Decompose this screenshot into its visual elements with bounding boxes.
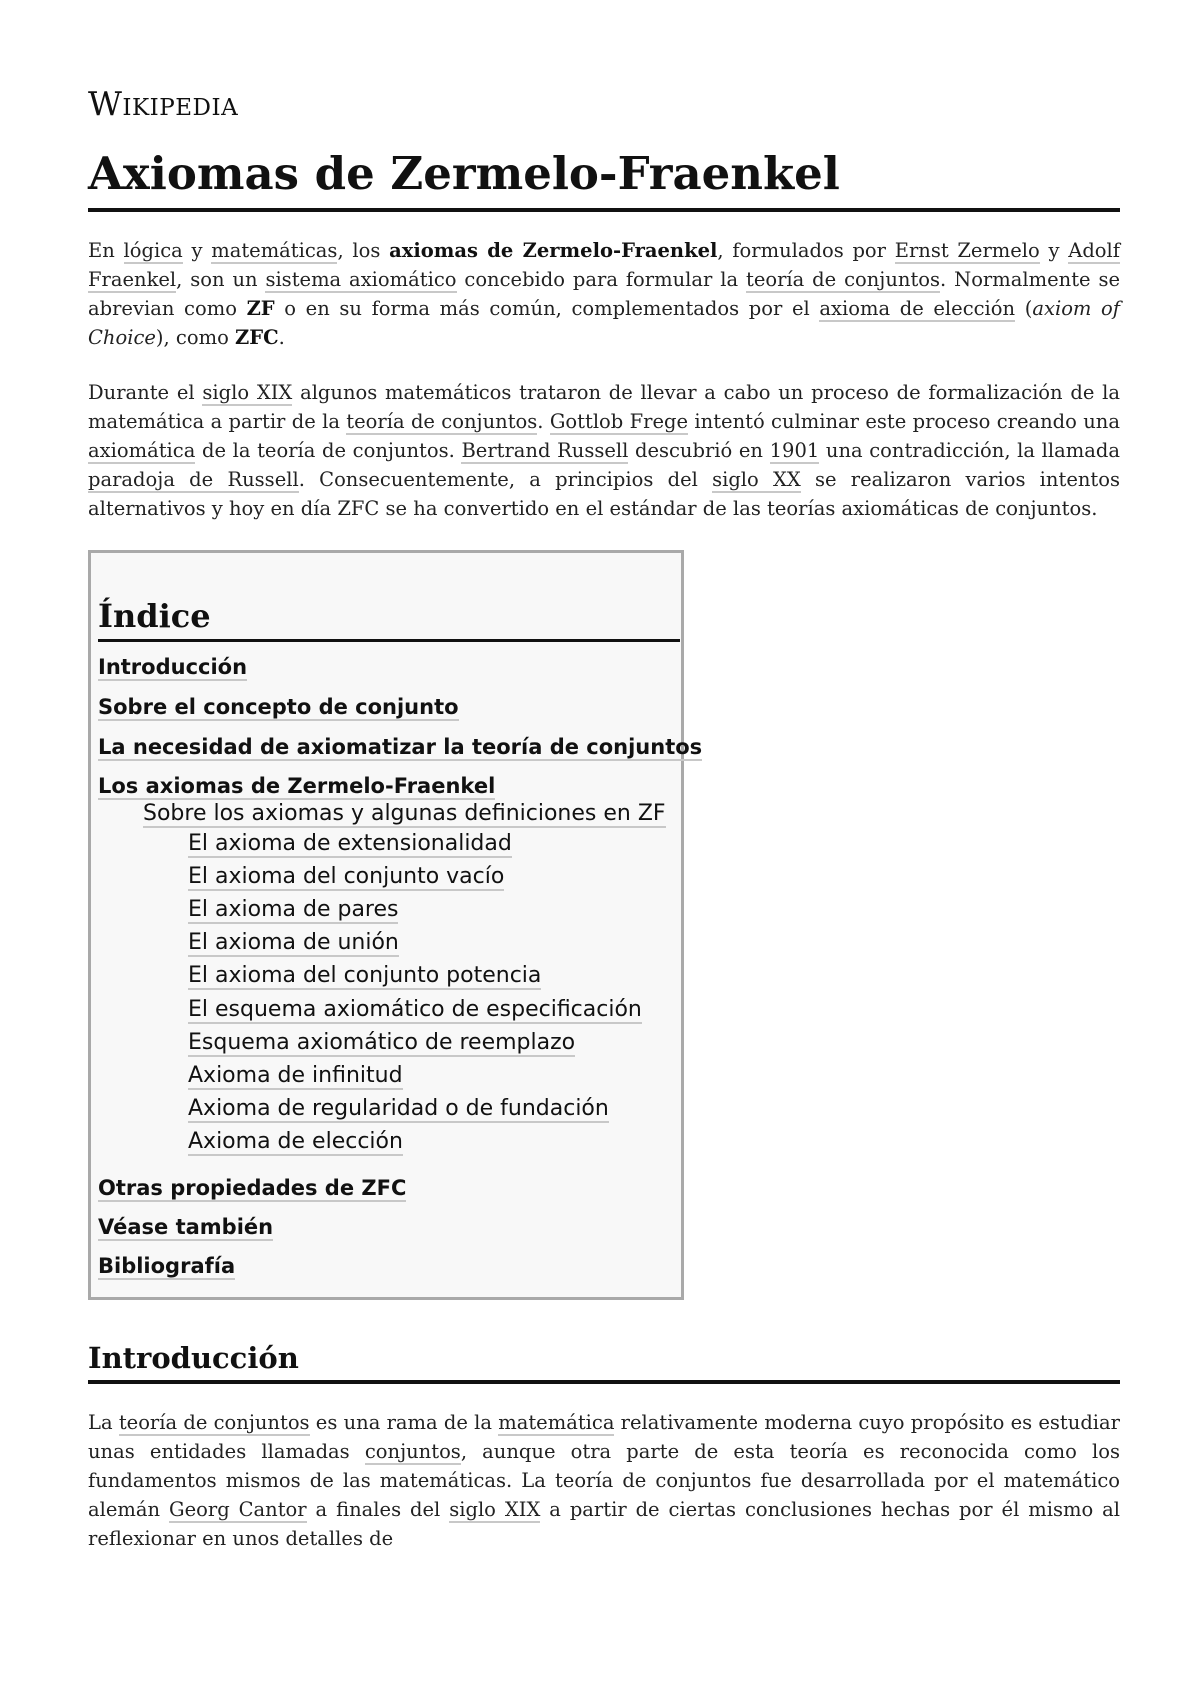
toc-item-bibliografia[interactable]: Bibliografía — [98, 1254, 236, 1278]
link-georg-cantor[interactable]: Georg Cantor — [169, 1498, 307, 1521]
bold-zfc: ZFC — [235, 326, 279, 349]
toc-item-otras-propiedades[interactable]: Otras propiedades de ZFC — [98, 1176, 407, 1200]
history-paragraph: Durante el siglo XIX algunos matemáticos trataron de llevar a cabo un proceso de formalización de la matemática a partir de la teoría de conjuntos. Gottlob Frege intentó culminar este proceso creando una axiomática de la teoría de conjuntos. Bertrand Russell descubrió en 1901 una contradicción, la llamada paradoja de Russell. Consecuentemente, a principios del siglo XX se realizaron varios intentos alternativos y hoy en día ZFC se ha convertido en el estándar de las teorías axiomáticas de conjuntos. — [88, 381, 1121, 520]
link-logica[interactable]: lógica — [123, 239, 183, 262]
toc-item-axiomas-zf[interactable]: Los axiomas de Zermelo-Fraenkel — [98, 774, 496, 798]
link-siglo-xix[interactable]: siglo XIX — [449, 1498, 541, 1521]
toc-item-concepto-conjunto[interactable]: Sobre el concepto de conjunto — [98, 695, 459, 719]
link-siglo-xx[interactable]: siglo XX — [712, 468, 801, 491]
toc-item-conjunto-vacio[interactable]: El axioma del conjunto vacío — [188, 864, 505, 889]
section-heading-introduccion: Introducción — [88, 1336, 1120, 1384]
link-ernst-zermelo[interactable]: Ernst Zermelo — [894, 239, 1040, 262]
page-title: Axiomas de Zermelo-Fraenkel — [88, 142, 1120, 212]
link-teoria-de-conjuntos[interactable]: teoría de conjuntos — [346, 410, 538, 433]
toc-item-regularidad[interactable]: Axioma de regularidad o de fundación — [188, 1096, 609, 1121]
link-teoria-de-conjuntos[interactable]: teoría de conjuntos — [745, 268, 941, 291]
toc-item-infinitud[interactable]: Axioma de infinitud — [188, 1063, 403, 1088]
toc-item-eleccion[interactable]: Axioma de elección — [188, 1129, 403, 1154]
toc-item-especificacion[interactable]: El esquema axiomático de especificación — [188, 997, 642, 1022]
toc-item-sobre-axiomas[interactable]: Sobre los axiomas y algunas definiciones en ZF — [143, 801, 666, 826]
link-paradoja-de-russell[interactable]: paradoja de Russell — [88, 468, 299, 491]
link-axioma-de-eleccion[interactable]: axioma de elección — [819, 297, 1016, 320]
link-siglo-xix[interactable]: siglo XIX — [202, 381, 293, 404]
link-conjuntos[interactable]: conjuntos — [364, 1440, 461, 1463]
link-sistema-axiomatico[interactable]: sistema axiomático — [265, 268, 457, 291]
toc-item-conjunto-potencia[interactable]: El axioma del conjunto potencia — [188, 963, 542, 988]
toc-item-extensionalidad[interactable]: El axioma de extensionalidad — [188, 831, 512, 856]
toc-title: Índice — [98, 593, 680, 642]
link-matematicas[interactable]: matemáticas — [211, 239, 338, 262]
toc-item-pares[interactable]: El axioma de pares — [188, 897, 399, 922]
bold-term: axiomas de Zermelo-Fraenkel — [389, 239, 718, 262]
link-adolf-fraenkel[interactable]: Adolf Fraenkel — [88, 239, 1120, 291]
link-bertrand-russell[interactable]: Bertrand Russell — [461, 439, 629, 462]
link-axiomatica[interactable]: axiomática — [88, 439, 196, 462]
link-gottlob-frege[interactable]: Gottlob Frege — [549, 410, 689, 433]
link-matematica[interactable]: matemática — [498, 1411, 615, 1434]
intro-paragraph: En lógica y matemáticas, los axiomas de Zermelo-Fraenkel, formulados por Ernst Zermelo y Adolf Fraenkel, son un sistema axiomático concebido para formular la teoría de conjuntos. Normalmente se abrevian como ZF o en su forma más común, complementados por el axioma de elección (axiom of Choice), como ZFC. — [88, 239, 1121, 349]
link-teoria-de-conjuntos[interactable]: teoría de conjuntos — [118, 1411, 310, 1434]
toc-item-introduccion[interactable]: Introducción — [98, 655, 248, 679]
italic-axiom-of-choice: axiom of Choice — [88, 297, 1121, 349]
introduccion-paragraph: La teoría de conjuntos es una rama de la matemática relativamente moderna cuyo propósito es estudiar unas entidades llamadas conjuntos, aunque otra parte de esta teoría es reconocida como los fundamentos mismos de las matemáticas. La teoría de conjuntos fue desarrollada por el matemático alemán Georg Cantor a finales del siglo XIX a partir de ciertas conclusiones hechas por él mismo al reflexionar en unos detalles de — [88, 1411, 1120, 1550]
link-1901[interactable]: 1901 — [769, 439, 820, 462]
bold-zf: ZF — [246, 297, 275, 320]
toc-item-union[interactable]: El axioma de unión — [188, 930, 399, 955]
table-of-contents — [88, 550, 703, 1300]
toc-item-necesidad-axiomatizar[interactable]: La necesidad de axiomatizar la teoría de conjuntos — [98, 735, 703, 759]
toc-item-vease-tambien[interactable]: Véase también — [98, 1215, 274, 1239]
toc-item-reemplazo[interactable]: Esquema axiomático de reemplazo — [188, 1030, 576, 1055]
wikipedia-logo[interactable]: Wikipedia — [88, 84, 239, 123]
